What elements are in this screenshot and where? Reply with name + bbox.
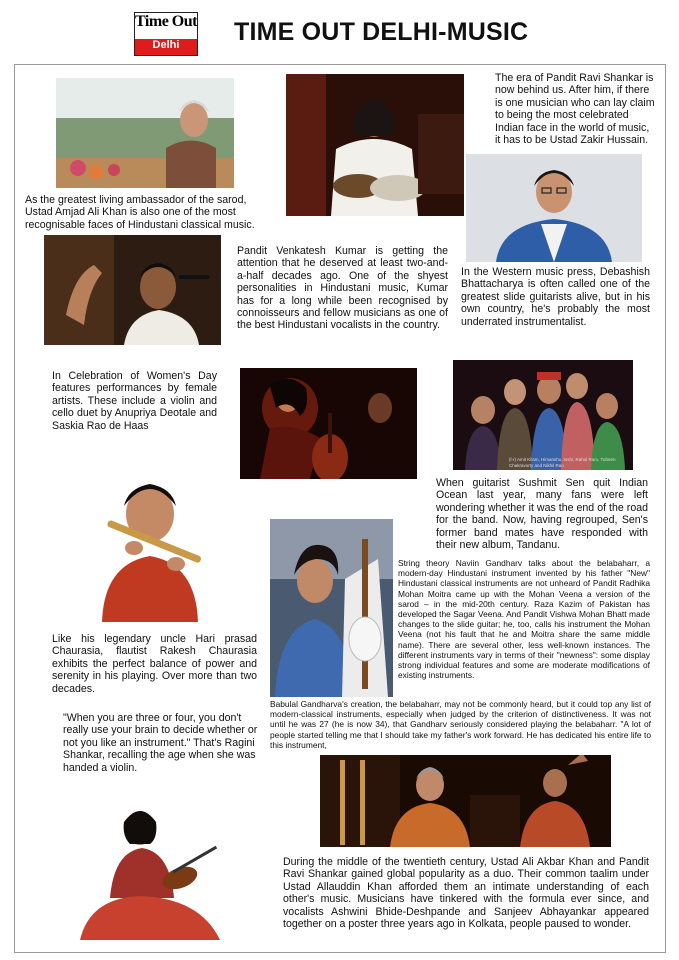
amjad-ali-khan-photo <box>56 78 234 188</box>
zakir-hussain-text: The era of Pandit Ravi Shankar is now behind us. After him, if there is one musician who can lay claim to being the most celebrated Indian face in the world of music, it has to be Ustad Zakir Hussain. <box>495 72 655 147</box>
duet-performance-photo <box>320 755 611 847</box>
time-out-logo <box>134 12 198 56</box>
naviin-gandharv-text: String theory Naviin Gandharv talks about the belabaharr, a modern-day Hindustani instrument invented by his father "New" Hindustani classical instruments are not unheard of Pandit Radhika Mohan Moitra came up with the Mohan Veena a version of the sarod – in the mid-20th century. Raza Kazim of Pakistan has developed the Sagar Veena. And Pandit Vishwa Mohan Bhatt made changes to the slide guitar; he, too, calls his instrument the Mohan Veena (not his fault that he and Moitra share the same middle name). There are several other, less well-known instances. The different instruments vary in terms of their "newness": some display strong individual features and some are moderate modifications of existing instruments. <box>398 558 650 681</box>
band-photo-caption: (l-r) Amit Kilam, Himanshu Joshi, Rahul Ram, Tuheen Chakravorty and Nikhil Rao <box>509 457 616 468</box>
logo-wordmark: Time Out <box>135 13 197 30</box>
ragini-shankar-text: "When you are three or four, you don't really use your brain to decide whether or not you like an instrument." That's Ragini Shankar, recalling the age when she was handed a violin. <box>63 712 258 774</box>
babulal-gandharva-text: Babulal Gandharva's creation, the belabaharr, may not be commonly heard, but it could top any list of modern-classical instruments, especially when judged by the criterion of distinctiveness. It was not until he was 27 (he is now 34), that Gandharv seriously considered playing the belabaharr. "A lot of people started telling me that I should take my father's work forward. He has dedicated his entire life to this instrument, <box>270 699 651 750</box>
ragini-shankar-photo <box>70 798 230 940</box>
amjad-ali-khan-text: As the greatest living ambassador of the sarod, Ustad Amjad Ali Khan is also one of the most recognisable faces of Hindustani classical music. <box>25 194 255 231</box>
venkatesh-kumar-photo <box>44 235 221 345</box>
rakesh-chaurasia-photo <box>94 464 206 622</box>
sushmit-sen-text: When guitarist Sushmit Sen quit Indian Ocean last year, many fans were left wondering whether it was the end of the road for the band. Now, having regrouped, Sen's former band mates have responded with their new album, Tandanu. <box>436 477 648 552</box>
debashish-bhattacharya-text: In the Western music press, Debashish Bhattacharya is often called one of the greatest slide guitarists alive, but in his own country, he's probably the most underrated instrumentalist. <box>461 266 650 328</box>
womens-day-text: In Celebration of Women's Day features performances by female artists. These include a violin and cello duet by Anupriya Deotale and Saskia Rao de Haas <box>52 370 217 432</box>
naviin-gandharv-photo <box>270 519 393 697</box>
indian-ocean-band-photo <box>453 360 633 470</box>
rakesh-chaurasia-text: Like his legendary uncle Hari prasad Chaurasia, flautist Rakesh Chaurasia exhibits the perfect balance of power and serenity in his playing. Over more than two decades. <box>52 633 257 695</box>
womens-day-photo <box>240 368 417 479</box>
zakir-hussain-photo <box>286 74 464 216</box>
page-title: TIME OUT DELHI-MUSIC <box>234 18 529 46</box>
debashish-bhattacharya-photo <box>466 154 642 262</box>
venkatesh-kumar-text: Pandit Venkatesh Kumar is getting the attention that he deserved at least two-and-a-half decades ago. One of the shyest personalities in Hindustani music, Kumar has for a long while been recognised by connoisseurs and fellow musicians as one of the best Hindustani vocalists in the country. <box>237 245 448 332</box>
ali-akbar-khan-text: During the middle of the twentieth century, Ustad Ali Akbar Khan and Pandit Ravi Shankar gained global popularity as a duo. Their common taalim under Ustad Allauddin Khan afforded them an intimate understanding of each other's music. Musicians have tinkered with the formula ever since, and vocalists Ashwini Bhide-Deshpande and Sanjeev Abhayankar appeared together on a poster three years ago in Kolkata, people paused to wonder. <box>283 856 649 931</box>
logo-city: Delhi <box>135 39 197 55</box>
